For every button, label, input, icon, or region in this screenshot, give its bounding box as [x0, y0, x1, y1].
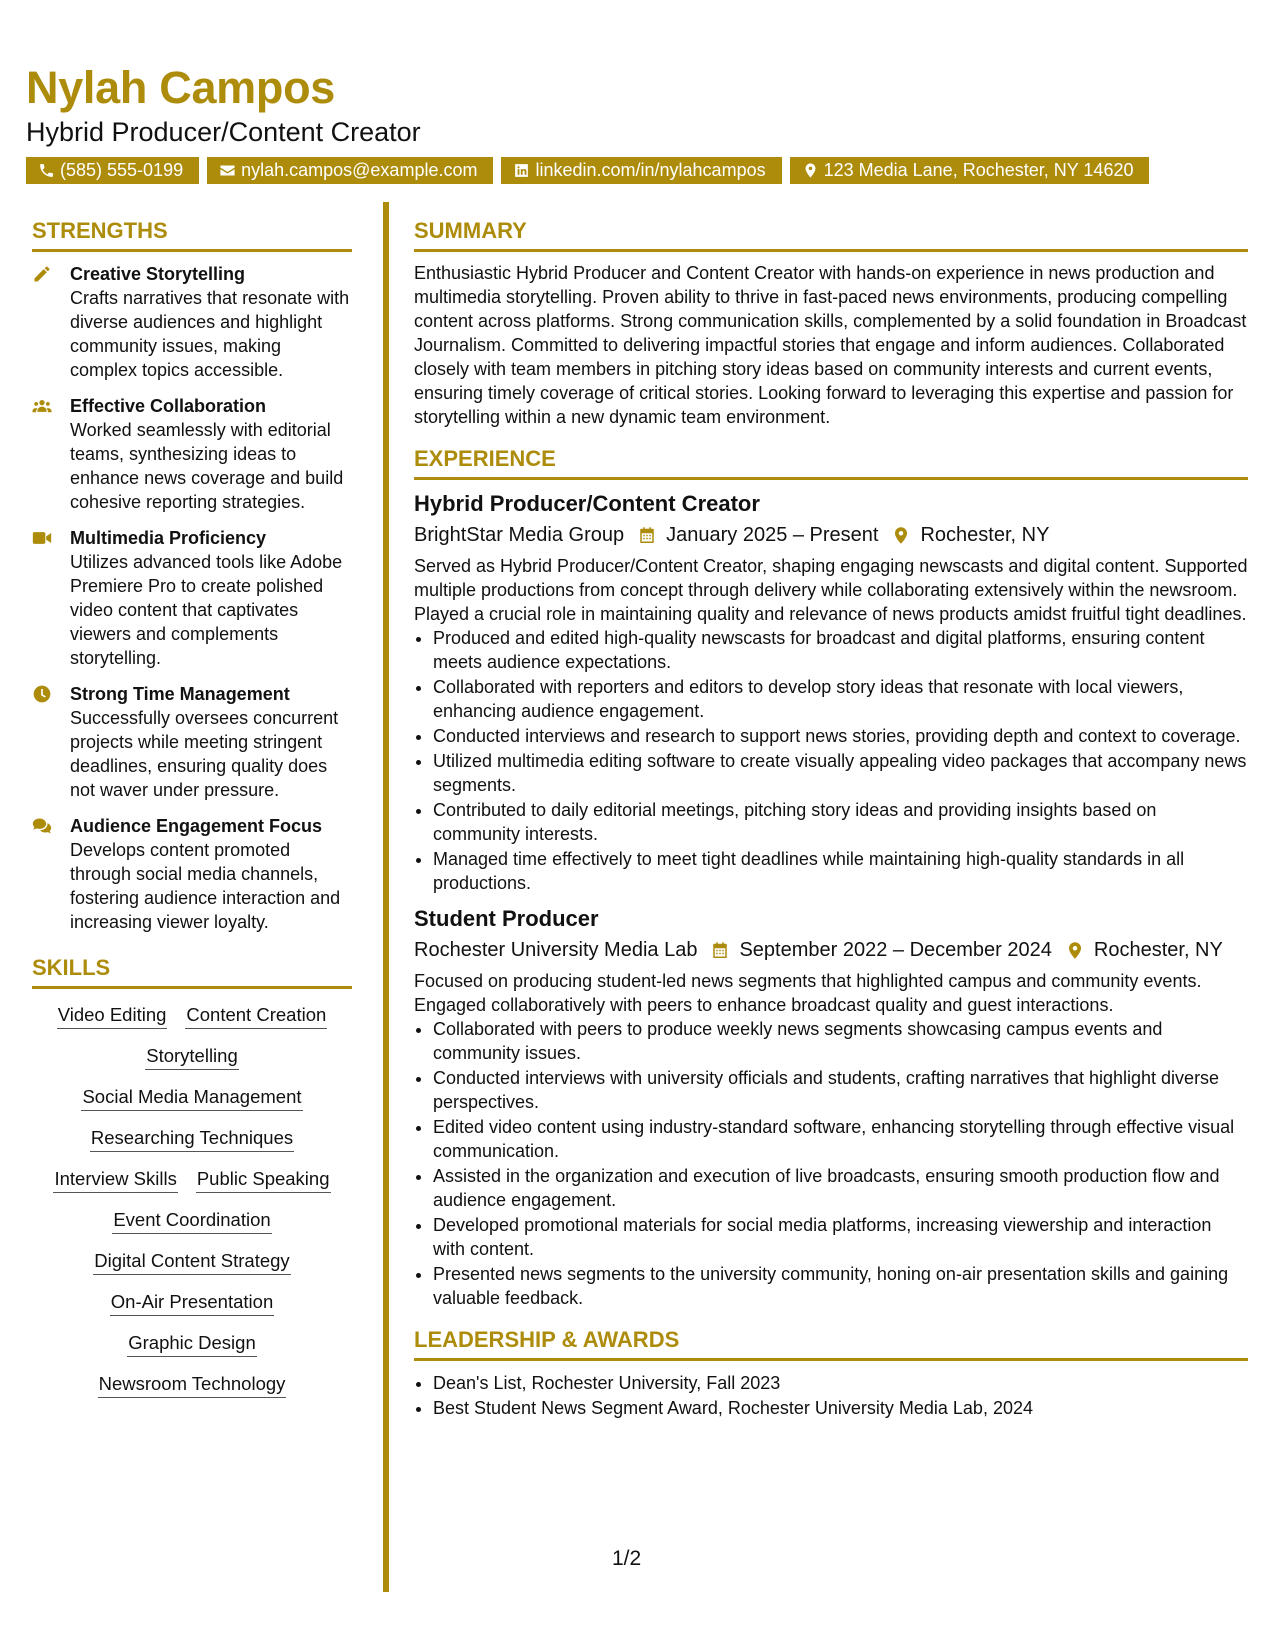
- bullet-item: • Contributed to daily editorial meetings, pitching story ideas and providing insights based on community interests.: [433, 798, 1248, 846]
- skills-list: [32, 999, 352, 1398]
- bullet-item: • Utilized multimedia editing software to create visually appealing video packages that accompany news segments.: [433, 749, 1248, 797]
- strengths-heading: STRENGTHS: [32, 215, 352, 252]
- job-entry: [414, 490, 1248, 895]
- phone-icon: [38, 162, 55, 179]
- job-company: BrightStar Media Group: [414, 524, 625, 546]
- page-number: 1/2: [612, 1547, 642, 1570]
- calendar-icon: [711, 941, 729, 960]
- bullet-item: • Edited video content using industry-standard software, enhancing storytelling through effective visual communication.: [433, 1115, 1248, 1163]
- skill-tag: Event Coordination: [112, 1206, 271, 1234]
- bullet-item: • Conducted interviews and research to support news stories, providing depth and context to coverage.: [433, 724, 1248, 748]
- strength-item: [32, 814, 352, 934]
- contact-phone[interactable]: [26, 157, 199, 184]
- video-camera-icon: [32, 528, 52, 548]
- linkedin-icon: [513, 162, 530, 179]
- clock-icon: [32, 684, 52, 704]
- calendar-icon: [638, 526, 656, 545]
- bullet-item: • Conducted interviews with university officials and students, crafting narratives that highlight diverse perspectives.: [433, 1066, 1248, 1114]
- bullet-item: • Produced and edited high-quality newscasts for broadcast and digital platforms, ensuring content meets audience expectations.: [433, 626, 1248, 674]
- job-dates: January 2025 – Present: [666, 524, 879, 546]
- job-company: Rochester University Media Lab: [414, 939, 698, 961]
- strength-title: Multimedia Proficiency: [70, 528, 267, 548]
- bullet-item: • Assisted in the organization and execution of live broadcasts, ensuring smooth production flow and audience engagement.: [433, 1164, 1248, 1212]
- awards-list: [414, 1371, 1248, 1420]
- strength-item: [32, 682, 352, 802]
- award-item: • Best Student News Segment Award, Rochester University Media Lab, 2024: [433, 1396, 1248, 1420]
- users-icon: [32, 396, 52, 416]
- summary-heading: SUMMARY: [414, 215, 1248, 252]
- job-meta: [414, 520, 1248, 550]
- strength-description: Develops content promoted through social media channels, fostering audience interaction and increasing viewer loyalty.: [70, 840, 341, 932]
- strength-description: Worked seamlessly with editorial teams, synthesizing ideas to enhance news coverage and build cohesive reporting strategies.: [70, 420, 344, 512]
- contact-linkedin-text: linkedin.com/in/nylahcampos: [535, 160, 766, 180]
- contact-address-text: 123 Media Lane, Rochester, NY 14620: [823, 160, 1134, 180]
- strength-description: Utilizes advanced tools like Adobe Premiere Pro to create polished video content that captivates viewers and complements storytelling.: [70, 552, 343, 668]
- skill-tag: Newsroom Technology: [98, 1370, 287, 1398]
- job-entry: [414, 905, 1248, 1310]
- bullet-item: • Collaborated with peers to produce weekly news segments showcasing campus events and community issues.: [433, 1017, 1248, 1065]
- strength-item: [32, 526, 352, 670]
- job-description: Focused on producing student-led news segments that highlighted campus and community events. Engaged collaboratively with peers to enhance broadcast quality and guest interactions.: [414, 971, 1202, 1015]
- awards-heading: LEADERSHIP & AWARDS: [414, 1324, 1248, 1361]
- bullet-item: • Presented news segments to the university community, honing on-air presentation skills and gaining valuable feedback.: [433, 1262, 1248, 1310]
- skill-tag: Video Editing: [57, 1001, 168, 1029]
- bullet-item: • Developed promotional materials for social media platforms, increasing viewership and interaction with content.: [433, 1213, 1248, 1261]
- contact-email-text: nylah.campos@example.com: [241, 160, 478, 180]
- strength-title: Effective Collaboration: [70, 396, 267, 416]
- job-location: Rochester, NY: [920, 524, 1050, 546]
- contact-address: [790, 157, 1150, 184]
- job-title: Hybrid Producer/Content Creator: [414, 491, 760, 516]
- contact-phone-text: (585) 555-0199: [60, 160, 184, 180]
- job-meta: [414, 935, 1248, 965]
- right-column: [414, 215, 1248, 1421]
- map-pin-icon: [892, 526, 910, 545]
- strength-description: Crafts narratives that resonate with diverse audiences and highlight community issues, making complex topics accessible.: [70, 288, 350, 380]
- candidate-title: Hybrid Producer/Content Creator: [26, 117, 421, 147]
- award-item: • Dean's List, Rochester University, Fall 2023: [433, 1371, 1248, 1395]
- resume-header: [26, 60, 1246, 184]
- contact-bar: [26, 157, 1246, 184]
- candidate-name: Nylah Campos: [26, 62, 335, 113]
- strength-title: Audience Engagement Focus: [70, 816, 323, 836]
- job-title: Student Producer: [414, 906, 599, 931]
- bullet-item: • Managed time effectively to meet tight deadlines while maintaining high-quality standards in all productions.: [433, 847, 1248, 895]
- envelope-icon: [219, 162, 236, 179]
- skill-tag: Researching Techniques: [90, 1124, 294, 1152]
- skill-tag: Graphic Design: [127, 1329, 257, 1357]
- strength-title: Creative Storytelling: [70, 264, 246, 284]
- strength-item: [32, 262, 352, 382]
- experience-heading: EXPERIENCE: [414, 443, 1248, 480]
- skill-tag: On-Air Presentation: [110, 1288, 274, 1316]
- job-bullets: [414, 1017, 1248, 1310]
- skill-tag: Digital Content Strategy: [93, 1247, 290, 1275]
- strength-title: Strong Time Management: [70, 684, 290, 704]
- map-pin-icon: [1066, 941, 1084, 960]
- strength-item: [32, 394, 352, 514]
- summary-text: Enthusiastic Hybrid Producer and Content Creator with hands-on experience in news production and multimedia storytelling. Proven ability to thrive in fast-paced news environments, producing compelling content across platforms. Strong communication skills, complemented by a solid foundation in Broadcast Journalism. Committed to delivering impactful stories that engage and inform audiences. Collaborated closely with team members in pitching story ideas based on community interests and current events, ensuring timely coverage of critical stories. Looking forward to leveraging this expertise and passion for storytelling within a new dynamic team environment.: [414, 263, 1247, 427]
- comments-icon: [32, 816, 52, 836]
- skill-tag: Content Creation: [185, 1001, 327, 1029]
- job-description: Served as Hybrid Producer/Content Creator, shaping engaging newscasts and digital content. Supported multiple productions from concept through delivery while collaborating extensively within the newsroom. Played a crucial role in maintaining quality and relevance of news products amidst fruitful tight deadlines.: [414, 556, 1248, 624]
- skill-tag: Interview Skills: [53, 1165, 177, 1193]
- skill-tag: Public Speaking: [196, 1165, 331, 1193]
- job-bullets: [414, 626, 1248, 895]
- job-location: Rochester, NY: [1093, 939, 1223, 961]
- skill-tag: Social Media Management: [81, 1083, 302, 1111]
- job-dates: September 2022 – December 2024: [739, 939, 1052, 961]
- left-column: [32, 215, 352, 1411]
- skill-tag: Storytelling: [145, 1042, 239, 1070]
- pencil-icon: [32, 264, 52, 284]
- strength-description: Successfully oversees concurrent projects while meeting stringent deadlines, ensuring quality does not waver under pressure.: [70, 708, 339, 800]
- bullet-item: • Collaborated with reporters and editors to develop story ideas that resonate with local viewers, enhancing audience engagement.: [433, 675, 1248, 723]
- map-pin-icon: [802, 162, 819, 179]
- skills-heading: SKILLS: [32, 952, 352, 989]
- contact-linkedin[interactable]: [501, 157, 781, 184]
- contact-email[interactable]: [207, 157, 493, 184]
- column-divider: [383, 202, 389, 1592]
